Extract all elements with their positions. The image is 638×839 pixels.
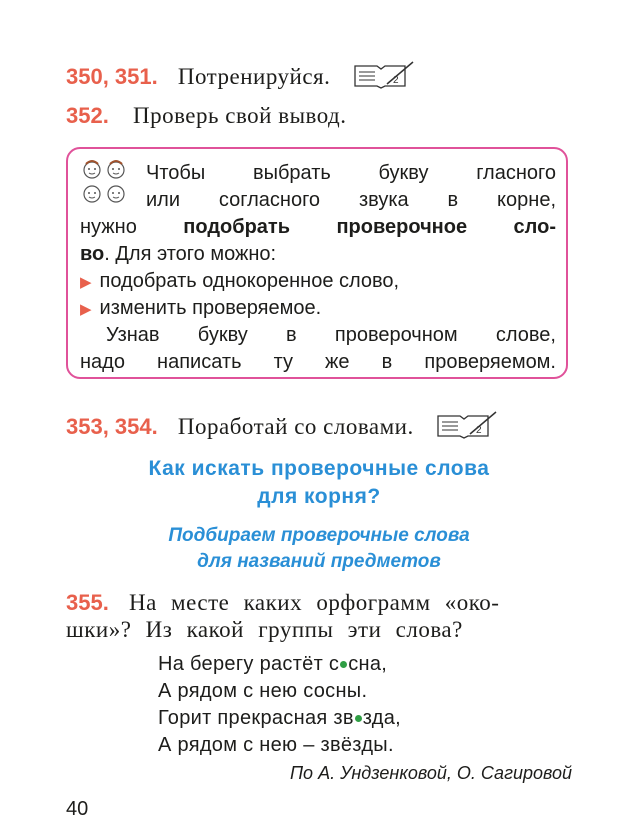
task-353-354 <box>66 410 498 446</box>
rule-bold-text: во <box>80 243 105 265</box>
task-350-351 <box>66 60 415 96</box>
thinking-faces-icon <box>78 158 132 213</box>
rule-line-1: Чтобы выбрать букву гласного <box>146 162 556 184</box>
bullet-icon: ▶ <box>80 274 92 291</box>
workbook-icon <box>434 410 498 446</box>
task-355 <box>66 590 499 616</box>
rule-text: . Для этого можно: <box>104 243 277 265</box>
poem-author: По А. Ундзенковой, О. Сагировой <box>290 763 572 783</box>
task-number: 352. <box>66 103 109 128</box>
rule-line-2: или согласного звука в корне, <box>146 189 556 211</box>
workbook-icon <box>351 60 415 96</box>
rule-text: изменить проверяемое. <box>99 297 322 319</box>
poem-text: сна, <box>348 653 388 675</box>
poem-line-1 <box>158 653 387 676</box>
poem-text: На берегу растёт с <box>158 653 340 675</box>
poem-line-4: А рядом с нею – звёзды. <box>158 734 394 756</box>
task-text: Поработай со словами. <box>177 413 414 439</box>
rule-bullet-2 <box>80 297 321 320</box>
rule-bullet-1 <box>80 270 399 293</box>
missing-letter-dot <box>340 661 347 668</box>
svg-text:2: 2 <box>475 425 482 436</box>
page-number: 40 <box>66 798 89 820</box>
subheading-line-1: Подбираем проверочные слова <box>168 525 470 546</box>
rule-line-8: надо написать ту же в проверяемом. <box>80 351 556 373</box>
poem-line-3 <box>158 707 401 730</box>
poem-line-2: А рядом с нею сосны. <box>158 680 368 702</box>
task-352 <box>66 103 347 129</box>
task-text: Проверь свой вывод. <box>132 103 347 128</box>
rule-line-3 <box>80 216 556 239</box>
task-text: На месте каких орфограмм «око- <box>128 590 500 615</box>
task-number: 355. <box>66 590 109 615</box>
rule-text: нужно <box>80 216 184 238</box>
rule-line-7: Узнав букву в проверочном слове, <box>106 324 556 346</box>
task-text: Потренируйся. <box>177 63 331 89</box>
section-heading-line-1: Как искать проверочные слова <box>148 457 490 480</box>
rule-text: подобрать однокоренное слово, <box>99 270 400 292</box>
rule-bold-text: подобрать проверочное сло- <box>183 216 557 238</box>
subheading-line-2: для названий предметов <box>197 551 441 572</box>
missing-letter-dot <box>355 715 362 722</box>
poem-text: Горит прекрасная зв <box>158 707 354 729</box>
poem-text: зда, <box>362 707 402 729</box>
task-number: 350, 351. <box>66 63 158 89</box>
rule-line-4 <box>80 243 276 266</box>
svg-text:2: 2 <box>392 75 399 86</box>
task-number: 353, 354. <box>66 413 158 439</box>
task-355-line-2: шки»? Из какой группы эти слова? <box>66 617 463 642</box>
bullet-icon: ▶ <box>80 301 92 318</box>
section-heading-line-2: для корня? <box>257 485 381 508</box>
